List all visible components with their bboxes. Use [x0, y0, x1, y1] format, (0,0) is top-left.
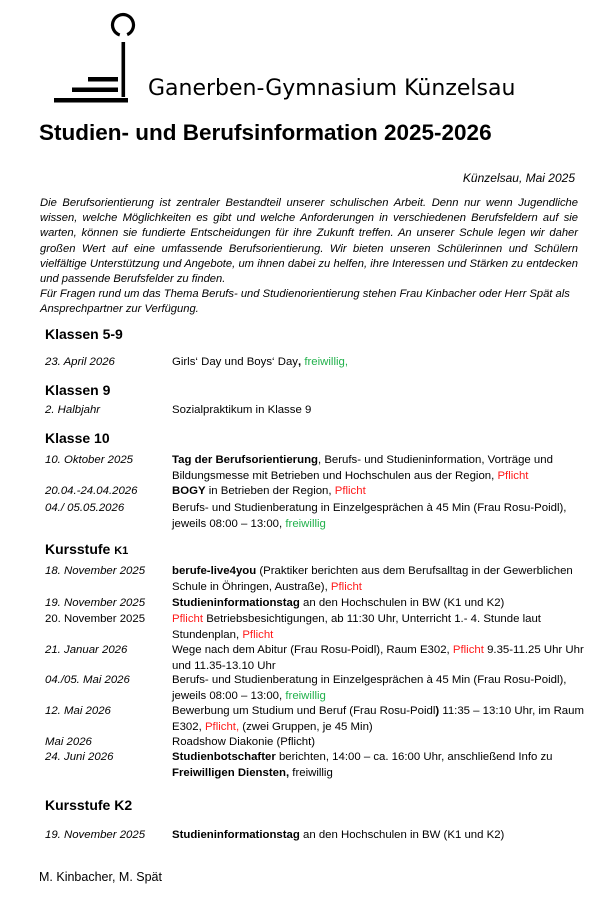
intro-paragraph: Die Berufsorientierung ist zentraler Bestandteil unserer schulischen Arbeit. Denn nur wenn Jugendliche wissen, welche Möglichkeiten es gibt und welche Anforderungen in verschiedenen Berufsfeldern auf sie warten, können sie fundierte Entscheidungen für ihre Zukunft treffen. An unserer Schule legen wir daher großen Wert auf eine umfassende Berufsorientierung. Wir bieten unseren Schülerinnen und Schülern vielfältige Unterstützung und Angebote, um ihnen dabei zu helfen, ihre Interessen und Stärken zu entdecken und passende Berufsfelder zu finden. [40, 197, 578, 286]
text-segment: Studieninformationstag [172, 597, 300, 609]
text-segment: 11:35 – 13:10 Uhr, im Raum E302, [172, 705, 584, 733]
event-description [172, 612, 590, 643]
event-description [172, 673, 590, 704]
event-date: 19. November 2025 [45, 829, 146, 841]
signature: M. Kinbacher, M. Spät [39, 870, 162, 884]
event-description [172, 596, 590, 612]
school-logo-icon [50, 8, 140, 108]
text-segment: Berufs- und Studienberatung in Einzelgesprächen à 45 Min (Frau Rosu-Poidl), jeweils 08:00 – 13:00, [172, 502, 567, 530]
freiwillig-label: freiwillig [285, 689, 326, 702]
freiwillig-label: freiwillig, [304, 356, 348, 368]
text-segment: Betriebsbesichtigungen, ab 11:30 Uhr, Unterricht 1.- 4. Stunde laut Stundenplan, [172, 613, 541, 641]
text-segment: an den Hochschulen in BW (K1 und K2) [299, 829, 505, 841]
pflicht-label: Pflicht, [204, 720, 240, 733]
place-date: Künzelsau, Mai 2025 [462, 171, 575, 185]
text-segment: freiwillig [292, 766, 333, 779]
pflicht-label: Pflicht [172, 613, 204, 625]
text-segment: ) [435, 705, 440, 717]
freiwillig-label: freiwillig [285, 517, 326, 530]
text-segment: Studienbotschafter [172, 751, 276, 763]
event-date: 24. Juni 2026 [45, 751, 114, 763]
text-segment: Sozialpraktikum in Klasse 9 [172, 404, 312, 416]
event-date: 21. Januar 2026 [45, 644, 128, 656]
text-segment: Studieninformationstag [172, 829, 300, 841]
text-segment: Berufs- und Studienberatung in Einzelgesprächen à 45 Min (Frau Rosu-Poidl), jeweils 08:00 – 13:00, [172, 674, 567, 702]
pflicht-label: Pflicht [334, 485, 366, 497]
text-segment: Tag der Berufsorientierung [172, 454, 318, 466]
event-description [172, 750, 590, 781]
pflicht-label: Pflicht [497, 469, 529, 482]
event-description [172, 453, 590, 484]
pflicht-label: Pflicht [330, 580, 362, 593]
text-segment: 9.35-11.25 Uhr Uhr und 11.35-13.10 Uhr [172, 644, 584, 672]
pflicht-label: Pflicht [452, 644, 484, 656]
intro-text [40, 196, 578, 318]
event-description [172, 355, 590, 371]
intro-contact-paragraph: Für Fragen rund um das Thema Berufs- und Studienorientierung stehen Frau Kinbacher oder Herr Spät als Ansprechpartner zur Verfügung. [40, 288, 570, 316]
event-date: 12. Mai 2026 [45, 705, 111, 717]
event-description [172, 704, 590, 735]
page-title: Studien- und Berufsinformation 2025-2026 [39, 120, 492, 145]
section-heading: Kursstufe K2 [45, 797, 133, 813]
event-date: 04./05. Mai 2026 [45, 674, 130, 686]
text-segment: Roadshow Diakonie (Pflicht) [172, 736, 316, 748]
event-description [172, 735, 590, 751]
text-segment: berichten, 14:00 – ca. 16:00 Uhr, anschließend Info zu [275, 751, 553, 763]
pflicht-label: Pflicht [242, 628, 274, 641]
event-description [172, 403, 590, 419]
section-heading: Kursstufe K1 [45, 541, 129, 557]
event-description [172, 501, 590, 532]
event-description [172, 564, 590, 595]
text-segment: (zwei Gruppen, je 45 Min) [239, 720, 373, 733]
text-segment: in Betrieben der Region, [205, 485, 335, 497]
event-description [172, 643, 590, 674]
event-date: 20.04.-24.04.2026 [45, 485, 138, 497]
section-heading: Klassen 9 [45, 382, 111, 398]
event-date: Mai 2026 [45, 736, 92, 748]
text-segment: Bewerbung um Studium und Beruf (Frau Rosu-Poidl [172, 705, 436, 717]
text-segment: , Berufs- und Studieninformation, Vorträge und Bildungsmesse mit Betrieben und Hochschulen aus der Region, [172, 454, 553, 482]
event-date: 10. Oktober 2025 [45, 454, 134, 466]
school-name: Ganerben-Gymnasium Künzelsau [148, 76, 516, 101]
event-description [172, 484, 590, 500]
event-date: 2. Halbjahr [45, 404, 101, 416]
text-segment: BOGY [172, 485, 206, 497]
event-date: 19. November 2025 [45, 597, 146, 609]
section-heading: Klasse 10 [45, 430, 110, 446]
event-date: 20. November 2025 [45, 613, 146, 625]
text-segment: Girls‘ Day und Boys‘ Day [172, 356, 298, 368]
text-segment: an den Hochschulen in BW (K1 und K2) [299, 597, 505, 609]
event-date: 18. November 2025 [45, 565, 146, 577]
event-date: 04./ 05.05.2026 [45, 502, 125, 514]
event-date: 23. April 2026 [45, 356, 115, 368]
text-segment: berufe-live4you [172, 565, 257, 577]
text-segment: Wege nach dem Abitur (Frau Rosu-Poidl), Raum E302, [172, 644, 453, 656]
section-heading: Klassen 5-9 [45, 326, 123, 342]
text-segment: , [297, 356, 302, 368]
text-segment: (Praktiker berichten aus dem Berufsalltag in der Gewerblichen Schule in Öhringen, Austraße), [172, 565, 573, 593]
text-segment: Freiwilligen Diensten [172, 766, 286, 779]
event-description [172, 828, 590, 844]
text-segment: , [285, 766, 293, 779]
